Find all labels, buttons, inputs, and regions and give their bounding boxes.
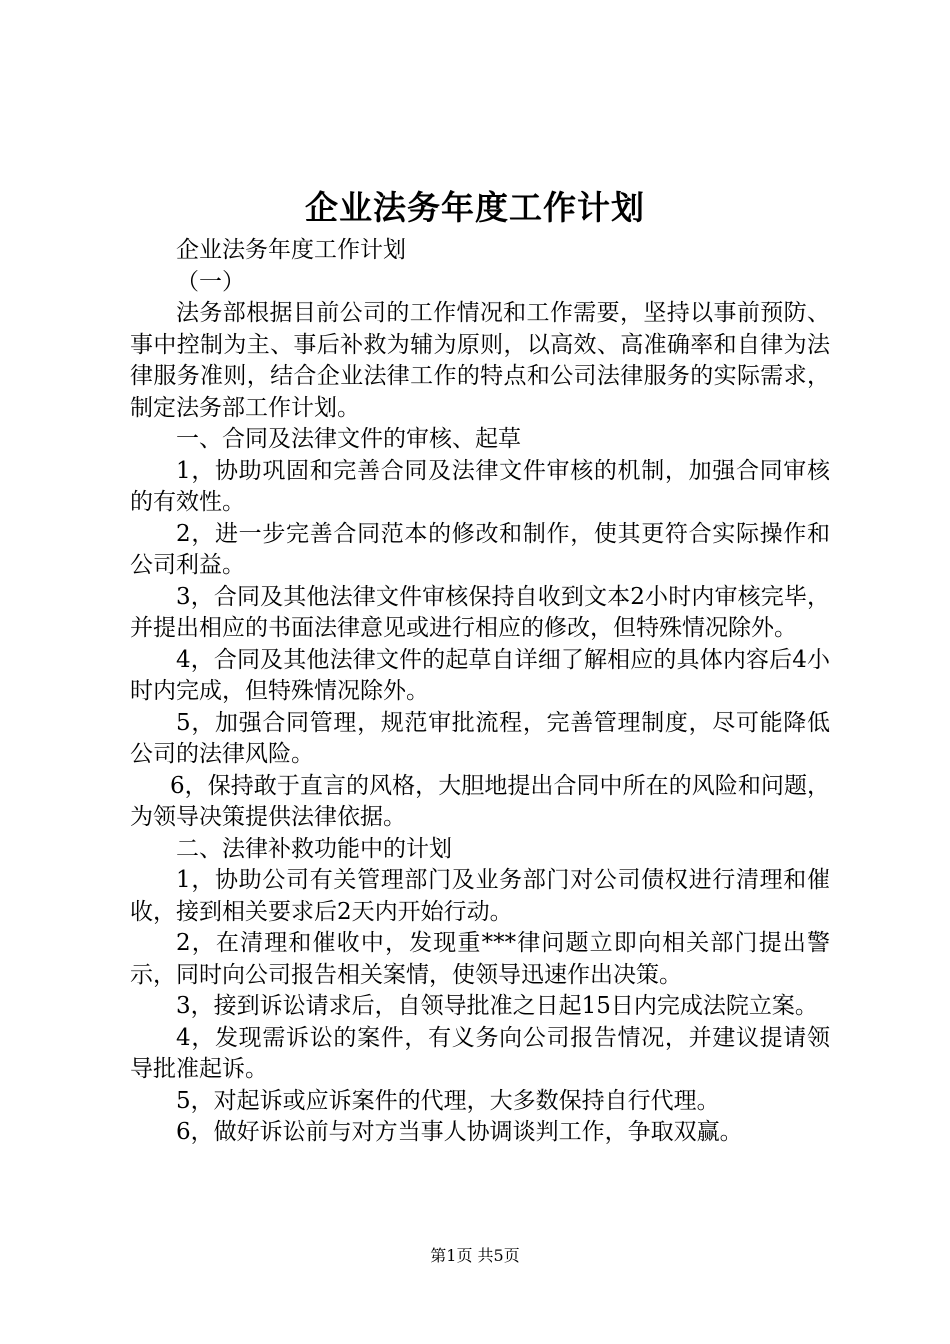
list-item-1-6: 6，保持敢于直言的风格，大胆地提出合同中所在的风险和问题，为领导决策提供法律依据。 — [130, 772, 830, 830]
document-title: 企业法务年度工作计划 — [305, 188, 645, 227]
section-number-paragraph: （一） — [176, 268, 245, 295]
list-item-1-3: 3，合同及其他法律文件审核保持自收到文本2小时内审核完毕，并提出相应的书面法律意见或进行相应的修改，但特殊情况除外。 — [130, 583, 830, 641]
list-item-2-6: 6，做好诉讼前与对方当事人协调谈判工作，争取双赢。 — [176, 1119, 743, 1145]
section-heading-1: 一、合同及法律文件的审核、起草 — [176, 426, 521, 452]
subtitle-paragraph: 企业法务年度工作计划 — [176, 237, 406, 263]
list-item-2-1: 1，协助公司有关管理部门及业务部门对公司债权进行清理和催收，接到相关要求后2天内开始行动。 — [130, 867, 830, 925]
list-item-2-3: 3，接到诉讼请求后，自领导批准之日起15日内完成法院立案。 — [176, 993, 818, 1019]
list-item-1-2: 2，进一步完善合同范本的修改和制作，使其更符合实际操作和公司利益。 — [130, 520, 830, 578]
list-item-1-5: 5，加强合同管理，规范审批流程，完善管理制度，尽可能降低公司的法律风险。 — [130, 709, 830, 767]
page-footer: 第1页 共5页 — [430, 1246, 520, 1265]
section-heading-2: 二、法律补救功能中的计划 — [176, 835, 452, 862]
list-item-2-5: 5，对起诉或应诉案件的代理，大多数保持自行代理。 — [176, 1087, 720, 1114]
list-item-1-1: 1，协助巩固和完善合同及法律文件审核的机制，加强合同审核的有效性。 — [130, 457, 830, 515]
intro-paragraph: 法务部根据目前公司的工作情况和工作需要，坚持以事前预防、事中控制为主、事后补救为辅为原则，以高效、高准确率和自律为法律服务准则，结合企业法律工作的特点和公司法律服务的实际需求，制定法务部工作计划。 — [130, 300, 830, 421]
list-item-2-4: 4，发现需诉讼的案件，有义务向公司报告情况，并建议提请领导批准起诉。 — [130, 1024, 830, 1082]
document-body — [130, 235, 830, 1149]
list-item-1-4: 4，合同及其他法律文件的起草自详细了解相应的具体内容后4小时内完成，但特殊情况除外。 — [130, 646, 830, 704]
list-item-2-2: 2，在清理和催收中，发现重***律问题立即向相关部门提出警示，同时向公司报告相关案情，使领导迅速作出决策。 — [130, 930, 830, 988]
